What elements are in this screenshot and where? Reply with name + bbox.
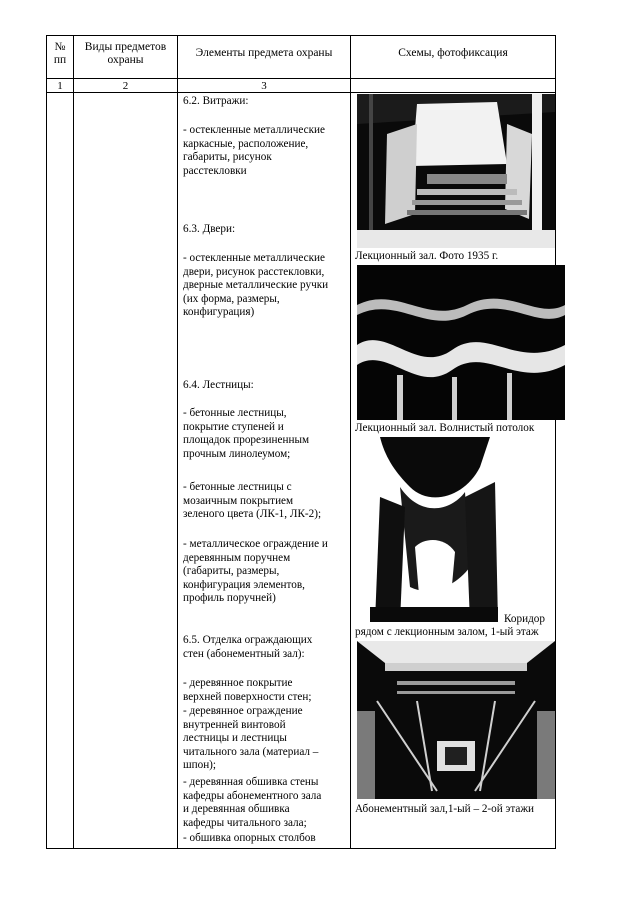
header-kinds: Виды предметов охраны bbox=[84, 41, 167, 66]
section-6-4-title: 6.4. Лестницы: bbox=[183, 379, 254, 391]
lecture-hall-wavy-ceiling-photo bbox=[357, 265, 565, 420]
column-number-2: 2 bbox=[122, 80, 129, 92]
photo-4-caption: Абонементный зал,1-ый – 2-ой этажи bbox=[355, 803, 535, 815]
column-number-1: 1 bbox=[57, 80, 63, 92]
section-6-4-item-2: - бетонные лестницы с мозаичным покрытием зеленого цвета (ЛК-1, ЛК-2); bbox=[183, 481, 322, 521]
number-row-bottom-border bbox=[46, 92, 556, 93]
photo-3-caption-line-1: Коридор bbox=[504, 613, 545, 625]
section-6-2-item-1: - остекленные металлические каркасные, расположение, габариты, рисунок расстекловки bbox=[183, 124, 325, 177]
column-number-3: 3 bbox=[261, 80, 267, 92]
photo-1-caption: Лекционный зал. Фото 1935 г. bbox=[355, 250, 499, 262]
section-6-3-item-1: - остекленные металлические двери, рисунок расстекловки, дверные металлические ручки (их форма, размеры, конфигурация) bbox=[183, 252, 329, 319]
table-bottom-border bbox=[46, 848, 556, 849]
subscription-hall-photo bbox=[357, 641, 555, 799]
section-6-5-item-2: - деревянное ограждение внутренней винтовой лестницы и лестницы читального зала (материал – шпон); bbox=[183, 705, 319, 772]
header-number: № пп bbox=[53, 41, 67, 66]
lecture-hall-1935-photo bbox=[357, 94, 555, 248]
column-divider-1 bbox=[73, 35, 74, 849]
header-schemes: Схемы, фотофиксация bbox=[398, 47, 508, 59]
section-6-5-item-1: - деревянное покрытие верхней поверхности стен; bbox=[183, 677, 312, 703]
table-top-border bbox=[46, 35, 556, 36]
corridor-photo bbox=[370, 437, 498, 622]
table-left-border bbox=[46, 35, 47, 849]
table-right-border bbox=[555, 35, 556, 849]
photo-2-caption: Лекционный зал. Волнистый потолок bbox=[355, 422, 535, 434]
section-6-4-item-1: - бетонные лестницы, покрытие ступеней и площадок прорезиненным прочным линолеумом; bbox=[183, 407, 310, 460]
photo-3-caption-line-2: рядом с лекционным залом, 1-ый этаж bbox=[355, 626, 539, 638]
section-6-5-title: 6.5. Отделка ограждающих стен (абонементный зал): bbox=[183, 634, 313, 660]
section-6-2-title: 6.2. Витражи: bbox=[183, 95, 249, 107]
section-6-3-title: 6.3. Двери: bbox=[183, 223, 236, 235]
section-6-4-item-3: - металлическое ограждение и деревянным поручнем (габариты, размеры, конфигурация элементов, профиль поручней) bbox=[183, 538, 328, 605]
section-6-5-item-4: - обшивка опорных столбов bbox=[183, 832, 316, 844]
section-6-5-item-3: - деревянная обшивка стены кафедры абонементного зала и деревянная обшивка кафедры читального зала; bbox=[183, 776, 322, 829]
header-elements: Элементы предмета охраны bbox=[195, 47, 333, 59]
header-bottom-border bbox=[46, 78, 556, 79]
column-divider-2 bbox=[177, 35, 178, 849]
column-divider-3 bbox=[350, 35, 351, 849]
